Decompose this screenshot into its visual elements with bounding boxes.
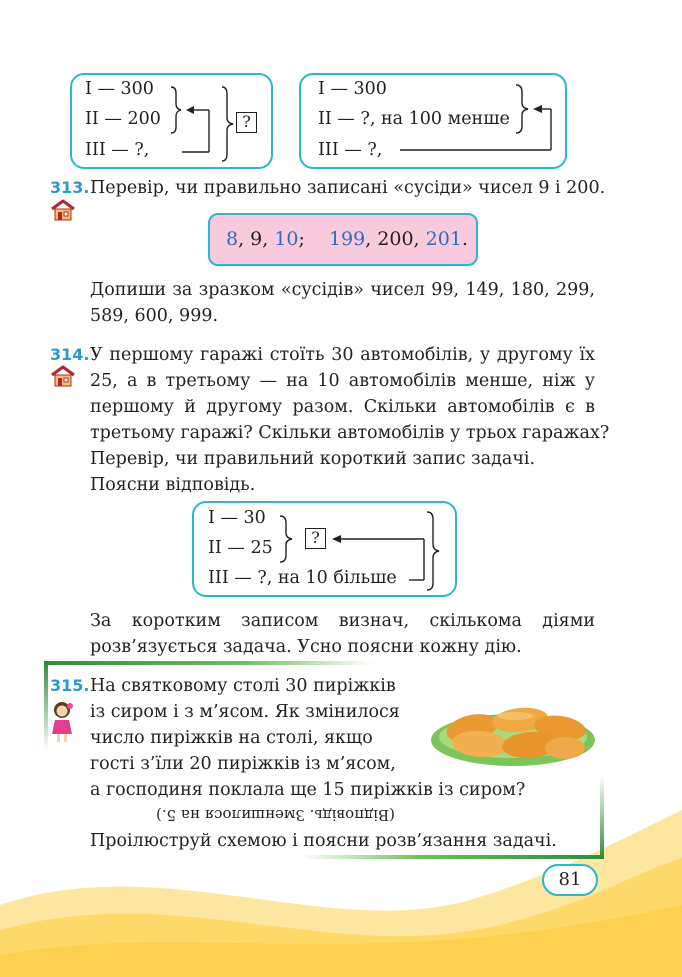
task-315-line5: а господиня поклала ще 15 пиріжків із сиром? (90, 780, 526, 800)
neighbor-201: 201 (425, 228, 462, 250)
task-313-line2: 589, 600, 999. (90, 306, 219, 326)
task-314-after2: розв’язується задача. Усно поясни кожну дію. (90, 637, 522, 657)
task-315-line1: На святковому столі 30 пиріжків (90, 676, 396, 696)
task-314-number: 314. (50, 345, 90, 364)
scheme-left-line1: I — 300 (85, 79, 154, 99)
task-314-line4: третьому гаражі? Скільки автомобілів у трьох гаражах? (90, 423, 610, 443)
question-box: ? (305, 528, 326, 549)
task-314-line6: Поясни відповідь. (90, 475, 256, 495)
neighbor-10: 10 (274, 228, 299, 250)
neighbor-sep2: ; (298, 228, 305, 250)
scheme-left-line3: III — ?, (85, 140, 150, 160)
question-box: ? (236, 112, 257, 133)
neighbor-8: 8 (226, 228, 239, 250)
task-314-line3: першому й другому разом. Скільки автомобілів є в (90, 397, 595, 417)
neighbor-sep3: , 200, (365, 228, 426, 250)
task-314-line5: Перевір, чи правильний короткий запис задачі. (90, 449, 536, 469)
task-314-line1: У першому гаражі стоїть 30 автомобілів, у другому їх (90, 345, 595, 365)
scheme-right-line1: I — 300 (318, 79, 387, 99)
page-number: 81 (558, 869, 582, 890)
task-314-after1: За коротким записом визнач, скількома діями (90, 611, 595, 631)
neighbor-199: 199 (328, 228, 366, 250)
task-315-line4: гості з’їли 20 пиріжків із м’ясом, (90, 754, 396, 774)
scheme-left-line2: II — 200 (85, 109, 161, 129)
scheme-314-line3: III — ?, на 10 більше (208, 568, 397, 588)
neighbor-end: . (461, 228, 468, 250)
task-314-line2: 25, а в третьому — на 10 автомобілів менше, ніж у (90, 371, 595, 391)
scheme-right-line3: III — ?, (318, 140, 383, 160)
neighbor-sep1: , 9, (238, 228, 275, 250)
task-315-answer: (Відповідь. Зменшилося на 5.) (156, 806, 396, 824)
task-313-line1: Допиши за зразком «сусідів» чисел 99, 149, 180, 299, (90, 280, 595, 300)
scheme-314-line2: II — 25 (208, 538, 273, 558)
scheme-right-line2: II — ?, на 100 менше (318, 109, 510, 129)
task-313-text: Перевір, чи правильно записані «сусіди» чисел 9 і 200. (90, 178, 606, 198)
task-315-last: Проілюструй схемою і поясни розв’язання задачі. (90, 831, 557, 851)
task-315-line2: із сиром і з м’ясом. Як змінилося (90, 702, 400, 722)
task-315-line3: число пиріжків на столі, якщо (90, 728, 373, 748)
task-313-number: 313. (50, 178, 90, 197)
scheme-314-line1: I — 30 (208, 508, 266, 528)
task-315-number: 315. (50, 676, 90, 695)
